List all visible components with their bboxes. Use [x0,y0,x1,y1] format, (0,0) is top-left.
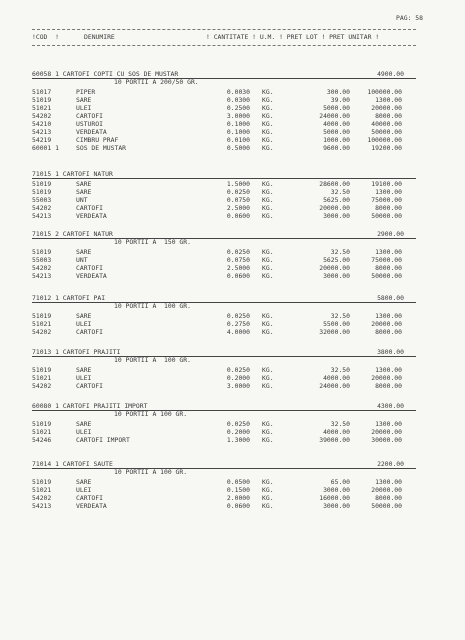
ingredient-code: 51019 [32,188,52,196]
ingredient-unit: KG. [262,144,274,152]
ingredient-name: ULEI [76,486,92,494]
ingredient-unit-price: 75000.00 [371,256,402,264]
ingredient-code: 51021 [32,374,52,382]
ingredient-lot-price: 16000.00 [319,494,350,502]
header-rule-top [32,29,416,30]
ingredient-quantity: 0.0250 [226,366,250,374]
ingredient-code: 51019 [32,478,52,486]
ingredient-unit-price: 8000.00 [375,494,402,502]
ingredient-lot-price: 32000.00 [319,328,350,336]
ingredient-lot-price: 24000.00 [319,112,350,120]
ingredient-name: CARTOFI [76,264,103,272]
ingredient-unit: KG. [262,104,274,112]
recipe-portion: 10 PORTII A 100 GR. [114,356,191,364]
ingredient-unit-price: 100000.00 [367,136,402,144]
ingredient-unit-price: 1300.00 [375,188,402,196]
ingredient-unit-price: 30000.00 [371,436,402,444]
ingredient-code: 51019 [32,180,52,188]
ingredient-name: UNT [76,196,88,204]
ingredient-quantity: 0.0250 [226,420,250,428]
ingredient-lot-price: 9600.00 [323,144,350,152]
ingredient-quantity: 2.0000 [226,494,250,502]
ingredient-unit-price: 1300.00 [375,248,402,256]
ingredient-quantity: 4.0000 [226,328,250,336]
ingredient-name: SARE [76,188,92,196]
ingredient-code: 51019 [32,420,52,428]
ingredient-lot-price: 65.00 [330,478,350,486]
ingredient-code: 54213 [32,502,52,510]
ingredient-name: VERDEATA [76,502,107,510]
ingredient-unit: KG. [262,180,274,188]
ingredient-name: SARE [76,96,92,104]
ingredient-code: 51021 [32,428,52,436]
ingredient-quantity: 0.2500 [226,104,250,112]
ingredient-lot-price: 3000.00 [323,486,350,494]
ingredient-unit-price: 20000.00 [371,374,402,382]
ingredient-code: 54202 [32,328,52,336]
ingredient-code: 60001 1 [32,144,59,152]
ingredient-code: 54213 [32,272,52,280]
ingredient-lot-price: 5625.00 [323,256,350,264]
ingredient-unit-price: 1300.00 [375,420,402,428]
ingredient-unit-price: 8000.00 [375,328,402,336]
ingredient-unit: KG. [262,96,274,104]
ingredient-unit: KG. [262,264,274,272]
ingredient-quantity: 0.0250 [226,188,250,196]
ingredient-name: VERDEATA [76,212,107,220]
col-cod: !COD ! [32,33,59,41]
ingredient-quantity: 0.2000 [226,428,250,436]
recipe-price: 2900.00 [377,230,404,238]
ingredient-name: SARE [76,248,92,256]
ingredient-name: SARE [76,478,92,486]
ingredient-quantity: 2.5000 [226,204,250,212]
ingredient-code: 55003 [32,256,52,264]
ingredient-unit-price: 100000.00 [367,88,402,96]
ingredient-lot-price: 32.50 [330,188,350,196]
ingredient-code: 51019 [32,366,52,374]
ingredient-code: 54213 [32,128,52,136]
ingredient-unit-price: 50000.00 [371,272,402,280]
ingredient-unit-price: 19200.00 [371,144,402,152]
ingredient-unit-price: 50000.00 [371,212,402,220]
ingredient-code: 54202 [32,264,52,272]
ingredient-name: UNT [76,256,88,264]
recipe-header-underline [32,468,416,469]
ingredient-unit: KG. [262,88,274,96]
recipe-header: 71013 1 CARTOFI PRAJITI [32,348,121,356]
recipe-price: 4300.00 [377,402,404,410]
ingredient-quantity: 1.5000 [226,180,250,188]
ingredient-unit: KG. [262,320,274,328]
recipe-portion: 10 PORTII A 150 GR. [114,238,191,246]
ingredient-code: 54202 [32,382,52,390]
ingredient-lot-price: 20000.00 [319,264,350,272]
ingredient-code: 54202 [32,494,52,502]
ingredient-name: ULEI [76,104,92,112]
ingredient-lot-price: 32.50 [330,312,350,320]
recipe-header: 60058 1 CARTOFI COPTI CU SOS DE MUSTAR [32,70,179,78]
recipe-header-underline [32,78,416,79]
ingredient-lot-price: 39.00 [330,96,350,104]
ingredient-unit: KG. [262,312,274,320]
ingredient-quantity: 0.0750 [226,256,250,264]
recipe-header-underline [32,410,416,411]
recipe-header-underline [32,302,416,303]
ingredient-code: 54213 [32,212,52,220]
ingredient-unit: KG. [262,502,274,510]
ingredient-quantity: 0.0250 [226,312,250,320]
ingredient-code: 55003 [32,196,52,204]
ingredient-name: CARTOFI [76,382,103,390]
ingredient-name: CIMBRU PRAF [76,136,119,144]
ingredient-lot-price: 5000.00 [323,104,350,112]
ingredient-lot-price: 32.50 [330,366,350,374]
ingredient-code: 51017 [32,88,52,96]
ingredient-name: CARTOFI IMPORT [76,436,130,444]
ingredient-unit: KG. [262,366,274,374]
ingredient-name: SARE [76,312,92,320]
ingredient-unit: KG. [262,212,274,220]
ingredient-unit-price: 20000.00 [371,428,402,436]
ingredient-name: VERDEATA [76,128,107,136]
ingredient-quantity: 0.0600 [226,212,250,220]
ingredient-unit: KG. [262,248,274,256]
ingredient-unit-price: 20000.00 [371,486,402,494]
ingredient-code: 51021 [32,320,52,328]
ingredient-lot-price: 5500.00 [323,320,350,328]
ingredient-unit: KG. [262,374,274,382]
ingredient-name: SARE [76,180,92,188]
ingredient-unit: KG. [262,136,274,144]
ingredient-name: SOS DE MUSTAR [76,144,127,152]
recipe-portion: 10 PORTII A 200/50 GR. [114,78,199,86]
ingredient-unit-price: 50000.00 [371,128,402,136]
ingredient-quantity: 0.0100 [226,136,250,144]
ingredient-quantity: 0.1000 [226,120,250,128]
ingredient-unit: KG. [262,112,274,120]
ingredient-unit-price: 1300.00 [375,478,402,486]
recipe-price: 5800.00 [377,294,404,302]
ingredient-lot-price: 32.50 [330,420,350,428]
ingredient-unit: KG. [262,382,274,390]
ingredient-unit: KG. [262,328,274,336]
ingredient-quantity: 0.2000 [226,374,250,382]
ingredient-lot-price: 300.00 [326,88,350,96]
ingredient-unit: KG. [262,188,274,196]
ingredient-lot-price: 20000.00 [319,204,350,212]
ingredient-unit: KG. [262,128,274,136]
ingredient-unit-price: 1300.00 [375,366,402,374]
ingredient-quantity: 0.0600 [226,272,250,280]
ingredient-name: ULEI [76,320,92,328]
ingredient-quantity: 0.0030 [226,88,250,96]
ingredient-name: SARE [76,366,92,374]
ingredient-lot-price: 32.50 [330,248,350,256]
recipe-portion: 10 PORTII A 100 GR. [114,302,191,310]
ingredient-name: VERDEATA [76,272,107,280]
recipe-header: 71012 1 CARTOFI PAI [32,294,106,302]
ingredient-code: 54219 [32,136,52,144]
ingredient-lot-price: 4000.00 [323,374,350,382]
ingredient-lot-price: 5000.00 [323,128,350,136]
recipe-portion: 10 PORTII A 100 GR. [114,468,188,476]
col-denumire: DENUMIRE [84,33,115,41]
recipe-header-underline [32,178,416,179]
ingredient-lot-price: 24000.00 [319,382,350,390]
ingredient-unit: KG. [262,478,274,486]
ingredient-quantity: 3.0000 [226,382,250,390]
ingredient-lot-price: 5625.00 [323,196,350,204]
ingredient-name: ULEI [76,374,92,382]
recipe-header: 71015 2 CARTOFI NATUR [32,230,113,238]
ingredient-quantity: 0.0300 [226,96,250,104]
ingredient-unit-price: 40000.00 [371,120,402,128]
col-cantitate: ! CANTITATE ! U.M. ! PRET LOT ! PRET UNITAR ! [206,33,380,41]
ingredient-quantity: 0.1500 [226,486,250,494]
ingredient-unit-price: 50000.00 [371,502,402,510]
ingredient-unit: KG. [262,204,274,212]
ingredient-quantity: 0.0500 [226,478,250,486]
ingredient-lot-price: 3000.00 [323,212,350,220]
ingredient-unit: KG. [262,436,274,444]
ingredient-code: 51019 [32,312,52,320]
ingredient-unit: KG. [262,420,274,428]
recipe-price: 3800.00 [377,348,404,356]
ingredient-unit: KG. [262,256,274,264]
ingredient-code: 51019 [32,96,52,104]
ingredient-unit: KG. [262,428,274,436]
ingredient-lot-price: 39000.00 [319,436,350,444]
ingredient-unit-price: 8000.00 [375,382,402,390]
recipe-header-underline [32,238,416,239]
ingredient-quantity: 1.3000 [226,436,250,444]
header-rule-bottom [32,45,416,46]
recipe-header-underline [32,356,416,357]
ingredient-code: 51019 [32,248,52,256]
ingredient-name: ULEI [76,428,92,436]
ingredient-quantity: 3.0000 [226,112,250,120]
ingredient-lot-price: 4000.00 [323,120,350,128]
ingredient-unit-price: 1300.00 [375,96,402,104]
recipe-price: 2200.00 [377,460,404,468]
ingredient-quantity: 0.5000 [226,144,250,152]
ingredient-name: PIPER [76,88,96,96]
ingredient-code: 51021 [32,104,52,112]
ingredient-code: 54210 [32,120,52,128]
page-number: PAG: 58 [396,14,423,22]
ingredient-name: CARTOFI [76,204,103,212]
ingredient-lot-price: 4000.00 [323,428,350,436]
recipe-price: 4900.00 [377,70,404,78]
ingredient-name: CARTOFI [76,112,103,120]
ingredient-unit: KG. [262,196,274,204]
ingredient-unit-price: 20000.00 [371,320,402,328]
ingredient-unit: KG. [262,494,274,502]
ingredient-lot-price: 3000.00 [323,272,350,280]
ingredient-code: 54246 [32,436,52,444]
ingredient-unit-price: 8000.00 [375,112,402,120]
ingredient-unit-price: 8000.00 [375,204,402,212]
ingredient-name: USTUROI [76,120,103,128]
ingredient-quantity: 2.5000 [226,264,250,272]
ingredient-quantity: 0.1000 [226,128,250,136]
ingredient-lot-price: 3000.00 [323,502,350,510]
ingredient-unit: KG. [262,120,274,128]
ingredient-unit-price: 8000.00 [375,264,402,272]
ingredient-code: 51021 [32,486,52,494]
ingredient-unit-price: 1300.00 [375,312,402,320]
recipe-header: 71015 1 CARTOFI NATUR [32,170,113,178]
ingredient-name: SARE [76,420,92,428]
ingredient-unit: KG. [262,486,274,494]
ingredient-code: 54202 [32,204,52,212]
ingredient-quantity: 0.0750 [226,196,250,204]
ingredient-unit-price: 75000.00 [371,196,402,204]
ingredient-lot-price: 28600.00 [319,180,350,188]
ingredient-quantity: 0.2750 [226,320,250,328]
ingredient-code: 54202 [32,112,52,120]
ingredient-name: CARTOFI [76,328,103,336]
recipe-portion: 10 PORTII A 100 GR. [114,410,188,418]
ingredient-name: CARTOFI [76,494,103,502]
ingredient-unit: KG. [262,272,274,280]
ingredient-quantity: 0.0250 [226,248,250,256]
ingredient-quantity: 0.0600 [226,502,250,510]
recipe-header: 60080 1 CARTOFI PRAJITI IMPORT [32,402,148,410]
ingredient-unit-price: 19100.00 [371,180,402,188]
ingredient-lot-price: 1000.00 [323,136,350,144]
recipe-header: 71014 1 CARTOFI SAUTE [32,460,113,468]
ingredient-unit-price: 20000.00 [371,104,402,112]
